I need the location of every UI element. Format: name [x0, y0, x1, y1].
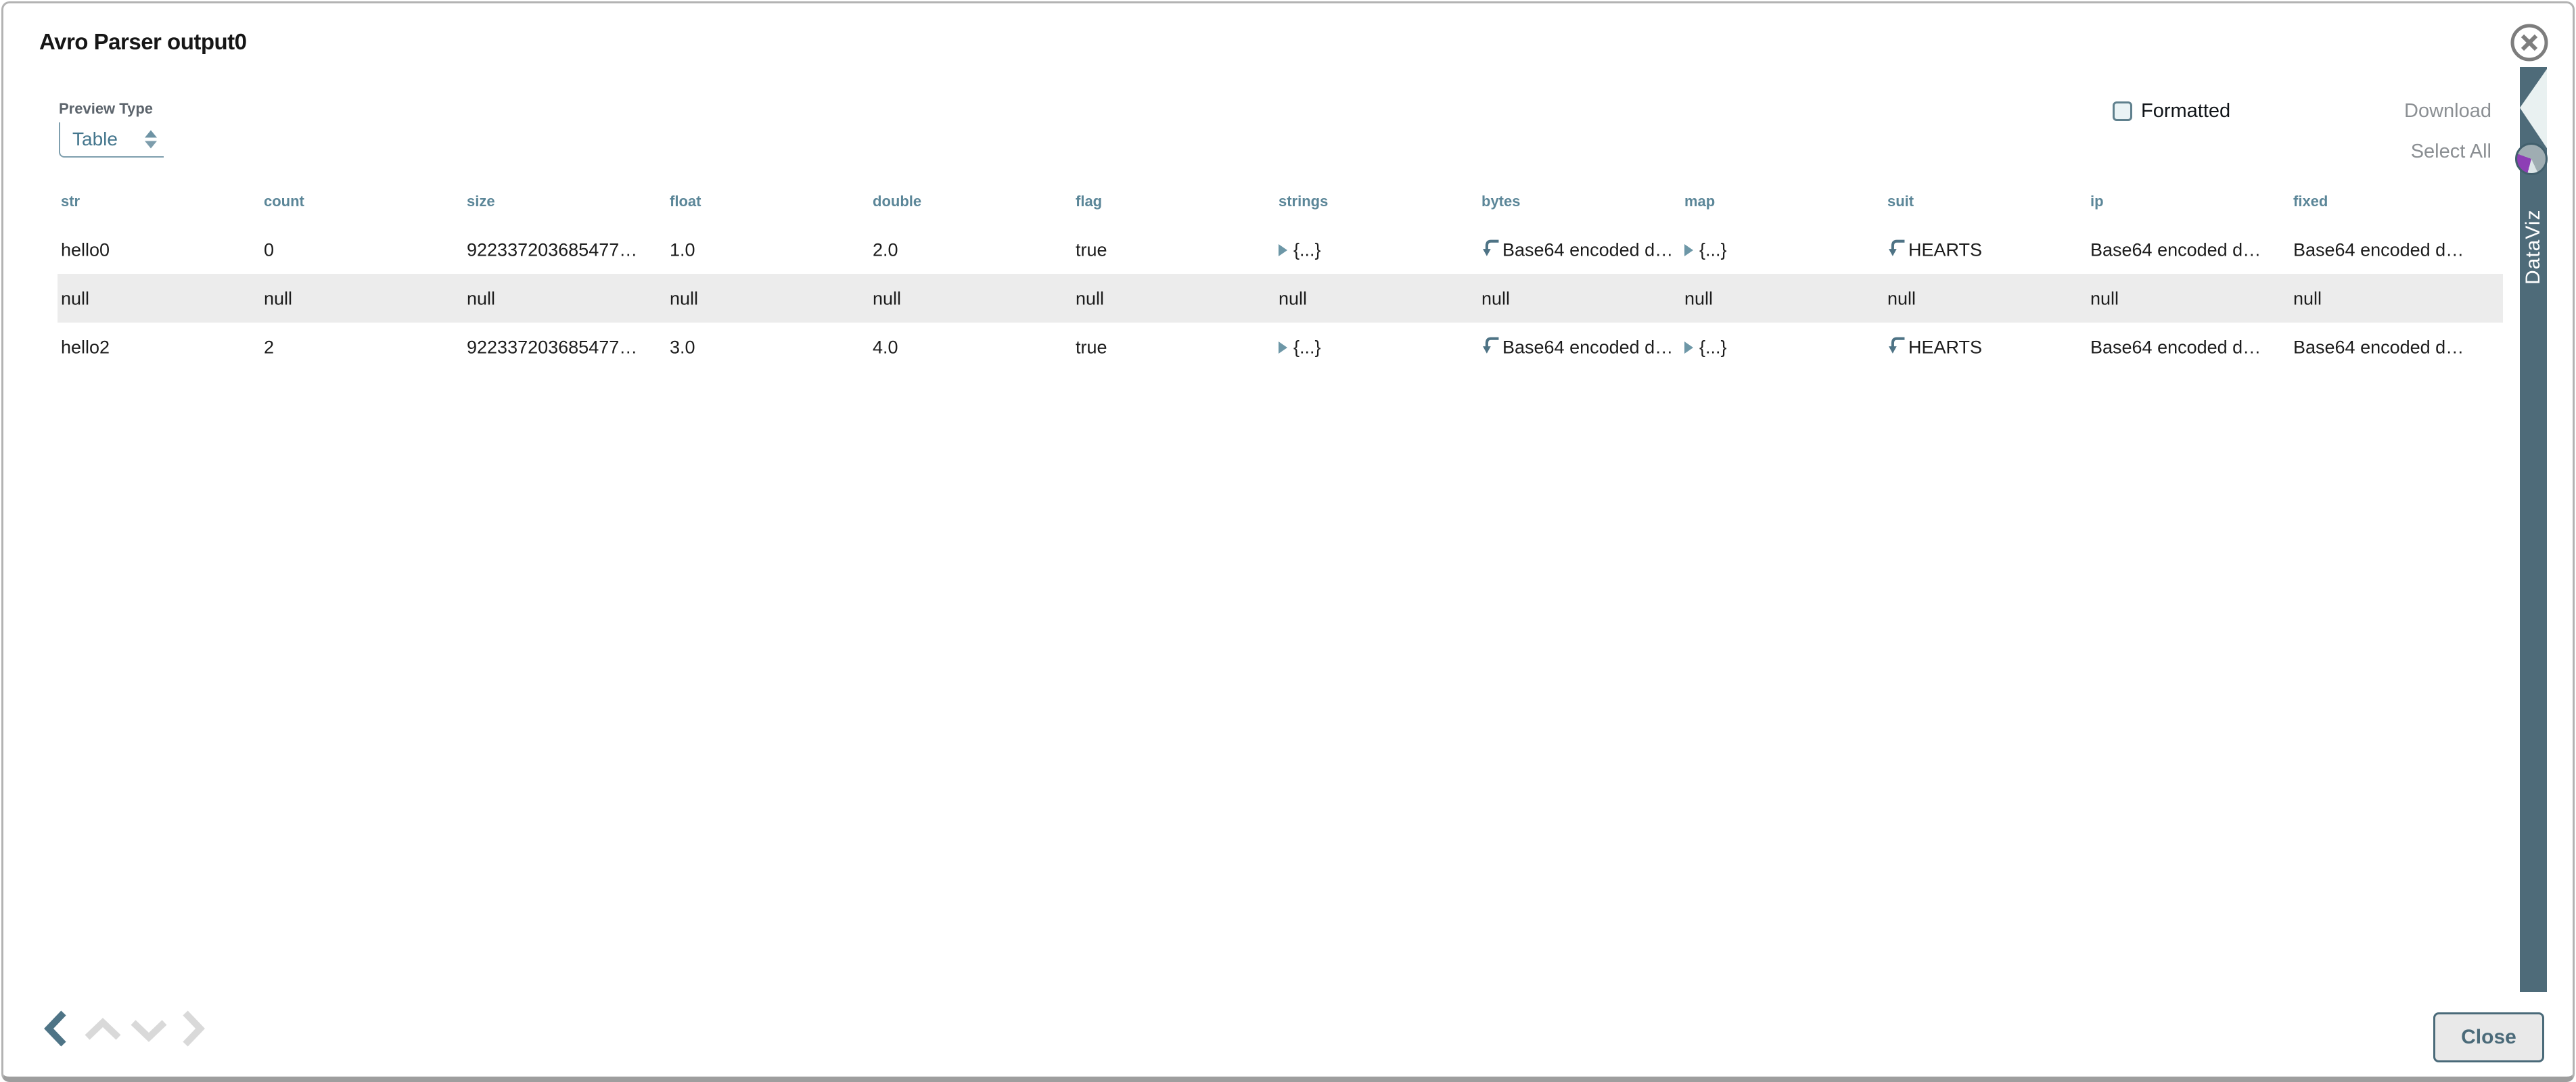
cell-text: null	[264, 288, 293, 309]
column-header-str: str	[61, 193, 80, 210]
download-icon[interactable]	[1481, 238, 1500, 259]
table-cell	[869, 274, 1072, 323]
collapse-left-icon[interactable]	[2520, 69, 2547, 151]
column-header-ip: ip	[2090, 193, 2104, 210]
preview-type-select[interactable]	[59, 122, 164, 158]
table-cell	[260, 274, 463, 323]
table-cell	[58, 323, 260, 371]
cell-text: Base64 encoded d…	[2090, 337, 2261, 358]
table-cell	[666, 323, 869, 371]
download-icon[interactable]	[1887, 238, 1906, 259]
download-link[interactable]: Download	[2404, 100, 2491, 122]
page-prev-button[interactable]	[41, 1010, 71, 1050]
table-cell	[1681, 323, 1884, 371]
cell-text: 0	[264, 239, 275, 260]
dataviz-sidebar-tab[interactable]	[2520, 67, 2547, 992]
table-cell	[1275, 225, 1478, 274]
download-icon[interactable]	[1887, 335, 1906, 356]
select-all-link[interactable]: Select All	[2410, 141, 2491, 162]
preview-type-value: Table	[72, 128, 118, 149]
cell-text: {...}	[1293, 239, 1321, 260]
page-down-button[interactable]	[130, 1015, 168, 1047]
chevron-left-icon	[41, 1010, 71, 1048]
expand-icon[interactable]	[1279, 244, 1287, 256]
table-cell	[2290, 323, 2503, 371]
chevron-up-icon	[84, 1015, 122, 1045]
avro-parser-preview-modal	[1, 1, 2575, 1082]
cell-text: 2	[264, 337, 275, 358]
column-header-map: map	[1684, 193, 1716, 210]
table-cell	[1884, 274, 2087, 323]
cell-text: null	[670, 288, 699, 309]
table-cell	[1072, 274, 1275, 323]
table-cell	[463, 225, 666, 274]
formatted-label: Formatted	[2141, 100, 2231, 122]
column-header-float: float	[670, 193, 702, 210]
cell-text: 3.0	[670, 337, 695, 358]
cell-text: 4.0	[873, 337, 898, 358]
cell-text: null	[1481, 288, 1511, 309]
table-cell	[1072, 323, 1275, 371]
column-header-suit: suit	[1887, 193, 1914, 210]
cell-text: Base64 encoded d…	[2090, 239, 2261, 260]
cell-text: hello2	[61, 337, 110, 358]
table-row	[58, 225, 2503, 274]
preview-type-label: Preview Type	[59, 100, 153, 117]
formatted-checkbox[interactable]	[2113, 101, 2132, 121]
cell-text: null	[467, 288, 496, 309]
table-row	[58, 274, 2503, 323]
column-header-double: double	[873, 193, 922, 210]
preview-table	[58, 178, 2503, 371]
preview-type-group	[59, 100, 164, 158]
cell-text: null	[1887, 288, 1916, 309]
formatted-checkbox-group[interactable]	[2113, 100, 2230, 122]
table-cell	[1884, 323, 2087, 371]
table-cell	[463, 323, 666, 371]
table-row	[58, 323, 2503, 371]
dataviz-label: DataViz	[2522, 209, 2544, 285]
cell-text: null	[873, 288, 902, 309]
modal-title: Avro Parser output0	[39, 29, 247, 54]
table-cell	[1478, 274, 1681, 323]
cell-text: 1.0	[670, 239, 695, 260]
cell-text: {...}	[1699, 337, 1727, 358]
table-body	[58, 225, 2503, 371]
table-cell	[1072, 225, 1275, 274]
cell-text: true	[1076, 337, 1107, 358]
column-header-bytes: bytes	[1481, 193, 1521, 210]
close-icon[interactable]	[2508, 21, 2551, 64]
table-cell	[463, 274, 666, 323]
cell-text: 922337203685477…	[467, 239, 638, 260]
table-cell	[2087, 323, 2290, 371]
circle-x-icon	[2508, 21, 2551, 64]
column-header-strings: strings	[1279, 193, 1329, 210]
table-cell	[1275, 274, 1478, 323]
download-icon[interactable]	[1481, 335, 1500, 356]
column-header-fixed: fixed	[2293, 193, 2328, 210]
cell-text: HEARTS	[1908, 337, 1983, 358]
cell-text: null	[61, 288, 90, 309]
cell-text: hello0	[61, 239, 110, 260]
table-cell	[2087, 274, 2290, 323]
cell-text: null	[2293, 288, 2322, 309]
cell-text: 922337203685477…	[467, 337, 638, 358]
table-cell	[1478, 225, 1681, 274]
chevron-down-icon	[130, 1015, 168, 1045]
table-cell	[869, 323, 1072, 371]
cell-text: HEARTS	[1908, 239, 1983, 260]
page-up-button[interactable]	[84, 1015, 122, 1047]
column-header-flag: flag	[1076, 193, 1103, 210]
table-cell	[1681, 274, 1884, 323]
cell-text: Base64 encoded d…	[1502, 239, 1674, 260]
table-cell	[2087, 225, 2290, 274]
cell-text: Base64 encoded d…	[1502, 337, 1674, 358]
pie-chart-icon	[2515, 143, 2548, 175]
table-header-row	[58, 178, 2503, 225]
column-header-size: size	[467, 193, 495, 210]
cell-text: true	[1076, 239, 1107, 260]
close-button[interactable]: Close	[2433, 1012, 2544, 1062]
page-next-button[interactable]	[178, 1010, 208, 1050]
table-cell	[1884, 225, 2087, 274]
table-cell	[2290, 225, 2503, 274]
expand-icon[interactable]	[1684, 342, 1693, 354]
cell-text: null	[2090, 288, 2119, 309]
cell-text: 2.0	[873, 239, 898, 260]
cell-text: null	[1076, 288, 1105, 309]
expand-icon[interactable]	[1684, 244, 1693, 256]
table-cell	[666, 225, 869, 274]
table-cell	[1478, 323, 1681, 371]
table-cell	[1681, 225, 1884, 274]
table-cell	[666, 274, 869, 323]
cell-text: null	[1684, 288, 1714, 309]
cell-text: null	[1279, 288, 1308, 309]
table-cell	[2290, 274, 2503, 323]
table-cell	[1275, 323, 1478, 371]
cell-text: {...}	[1293, 337, 1321, 358]
table-cell	[869, 225, 1072, 274]
table-cell	[58, 274, 260, 323]
table-cell	[260, 323, 463, 371]
table-cell	[58, 225, 260, 274]
cell-text: Base64 encoded d…	[2293, 239, 2464, 260]
chevron-right-icon	[178, 1010, 208, 1048]
cell-text: Base64 encoded d…	[2293, 337, 2464, 358]
cell-text: {...}	[1699, 239, 1727, 260]
column-header-count: count	[264, 193, 304, 210]
select-stepper-icon	[145, 131, 157, 149]
table-cell	[260, 225, 463, 274]
expand-icon[interactable]	[1279, 342, 1287, 354]
